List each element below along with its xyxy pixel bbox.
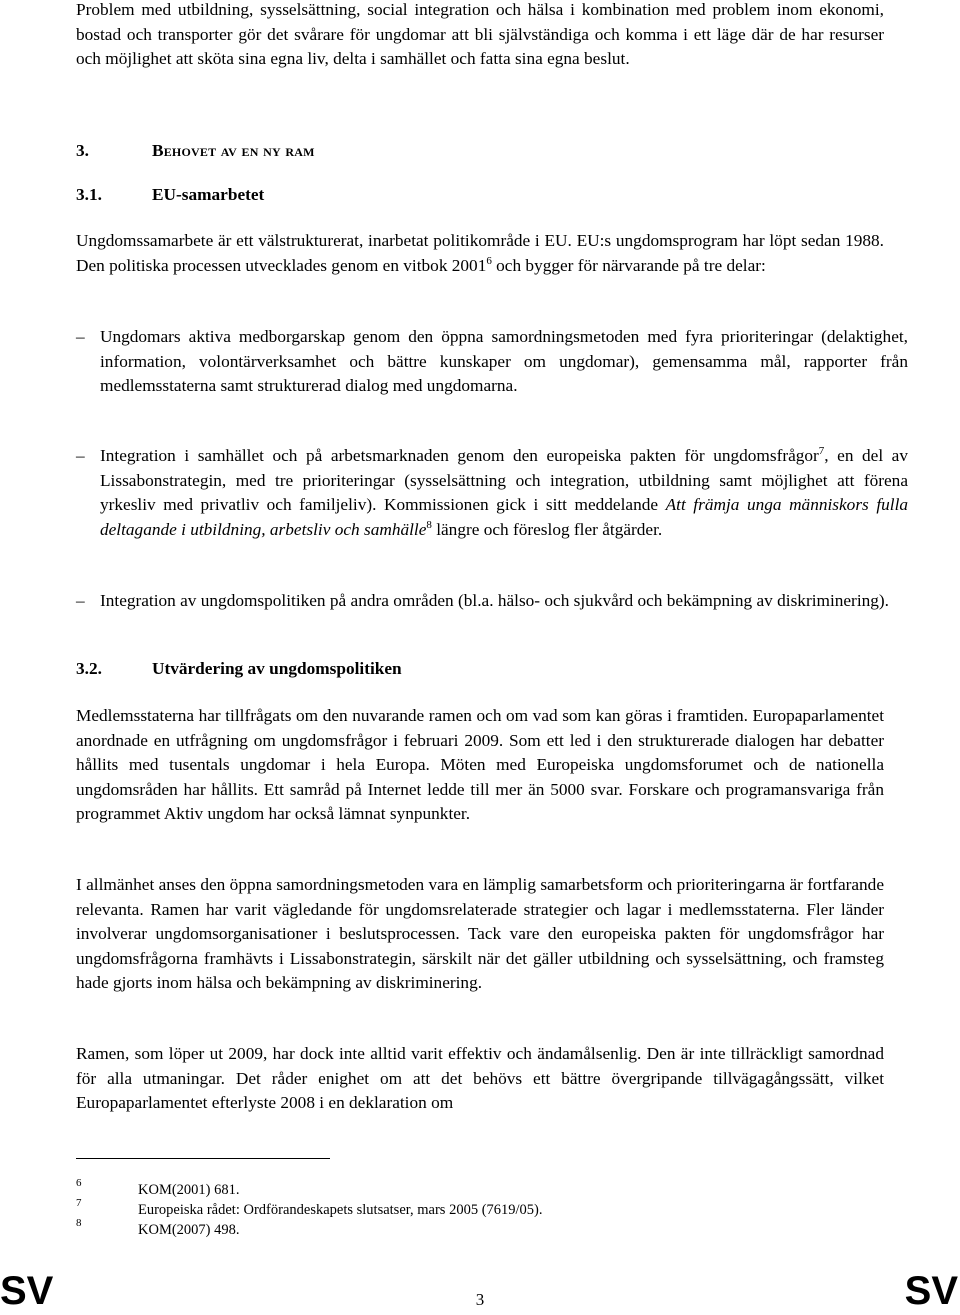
section-3-number: 3. [76, 141, 89, 160]
footnote-item [76, 1217, 884, 1240]
bullet-1-text: Ungdomars aktiva medborgarskap genom den öppna samordningsmetoden med fyra prioriteringar (delaktighet, information, volontärverksamhet och bättre kunskaper om ungdomar), gemensamma mål, rapporter från medlemsstaterna samt strukturerad dialog med ungdomarna. [100, 327, 908, 395]
section-3-1-heading [76, 185, 264, 205]
footnote-number: 8 [76, 1217, 82, 1229]
bullet-2-text-part1: Integration i samhället och på arbetsmarknaden genom den europeiska pakten för ungdomsfrågor [100, 446, 819, 465]
language-code-right: SV [904, 1269, 958, 1313]
footnote-ref-7[interactable]: 7 [818, 445, 825, 458]
bullet-dash: – [76, 327, 85, 346]
language-code-left: SV [0, 1269, 54, 1313]
section-3-heading [76, 141, 315, 161]
intro-paragraph: Problem med utbildning, sysselsättning, social integration och hälsa i kombination med problem inom ekonomi, bostad och transporter gör det svårare för ungdomar att bli självständiga och komma i ett läge där de har resurser och möjlighet att sköta sina egna liv, delta i samhället och fatta sina egna beslut. [76, 0, 884, 68]
bullet-2-text-part2: , en del av Lissabonstrategin, med tre prioriteringar (sysselsättning och integration, utbildning samt möjlighet att förena yrkesliv med privatliv och familjeliv). Kommissionen gick i sitt meddelande [100, 446, 908, 514]
bullet-dash: – [76, 446, 85, 465]
footnote-number: 7 [76, 1197, 82, 1209]
bullet-item [76, 589, 908, 614]
section-3-1-number: 3.1. [76, 185, 102, 204]
section-3-2-paragraph-2: I allmänhet anses den öppna samordningsmetoden vara en lämplig samarbetsform och prioriteringarna är fortfarande relevanta. Ramen har varit vägledande för ungdomsrelaterade strategier och lagar i medlemsstaterna. Fler länder involverar ungdomsorganisationer i beslutsprocessen. Tack vare den europeiska pakten för ungdomsfrågor har ungdomsfrågorna framhävts i Lissabonstrategin, särskilt när det gäller utbildning och sysselsättning, och framsteg hade gjorts inom hälsa och bekämpning av diskriminering. [76, 875, 884, 992]
footnote-ref-6[interactable]: 6 [486, 254, 492, 267]
bullet-dash: – [76, 591, 85, 610]
bullet-3-text: Integration av ungdomspolitiken på andra områden (bl.a. hälso- och sjukvård och bekämpning av diskriminering). [100, 591, 889, 610]
communication-title: Att främja unga människors fulla deltagande i utbildning, arbetsliv och samhälle [100, 495, 909, 539]
footnote-text: Europeiska rådet: Ordförandeskapets slutsatser, mars 2005 (7619/05). [138, 1202, 543, 1218]
section-3-2-number: 3.2. [76, 659, 102, 678]
footnote-text: KOM(2007) 498. [138, 1222, 240, 1238]
footnote-number: 6 [76, 1177, 82, 1189]
bullet-2-text-part3: längre och föreslog fler åtgärder. [431, 519, 663, 539]
section-3-title: Behovet av en ny ram [152, 141, 315, 160]
section-3-2-title: Utvärdering av ungdomspolitiken [152, 659, 402, 678]
bullet-item [76, 325, 908, 399]
section-3-2-paragraph-1: Medlemsstaterna har tillfrågats om den nuvarande ramen och om vad som kan göras i framtiden. Europaparlamentet anordnade en utfrågning om ungdomsfrågor i februari 2009. Som ett led i den strukturerade dialogen har debatter hållits med tusentals ungdomar i hela Europa. Möten med Europeiska ungdomsforumet och de nationella ungdomsråden har hållits. Ett samråd på Internet ledde till mer än 5000 svar. Forskare och programansvariga från programmet Aktiv ungdom har också lämnat synpunkter. [76, 706, 884, 823]
section-3-1-paragraph [76, 229, 884, 278]
footnote-separator [76, 1158, 330, 1159]
footnote-item [76, 1197, 884, 1220]
section-3-1-text-part1: Ungdomssamarbete är ett välstrukturerat, inarbetat politikområde i EU. EU:s ungdomsprogram har löpt sedan 1988. Den politiska processen utvecklades genom en vitbok 2001 [76, 231, 884, 275]
section-3-1-text-part2: och bygger för närvarande på tre delar: [491, 255, 766, 275]
footnote-text: KOM(2001) 681. [138, 1182, 240, 1198]
section-3-1-title: EU-samarbetet [152, 185, 265, 204]
section-3-2-paragraph-3: Ramen, som löper ut 2009, har dock inte alltid varit effektiv och ändamålsenlig. Den är inte tillräckligt samordnad för alla utmaningar. Det råder enighet om att det behövs ett bättre övergripande tillvägagångssätt, vilket Europaparlamentet efterlyste 2008 i en deklaration om [76, 1044, 884, 1112]
footnote-item [76, 1177, 884, 1200]
page-number: 3 [475, 1290, 485, 1309]
footnotes [76, 1177, 884, 1240]
footnote-ref-8[interactable]: 8 [426, 518, 432, 531]
section-3-2-heading [76, 659, 402, 679]
bullet-item [76, 444, 908, 542]
